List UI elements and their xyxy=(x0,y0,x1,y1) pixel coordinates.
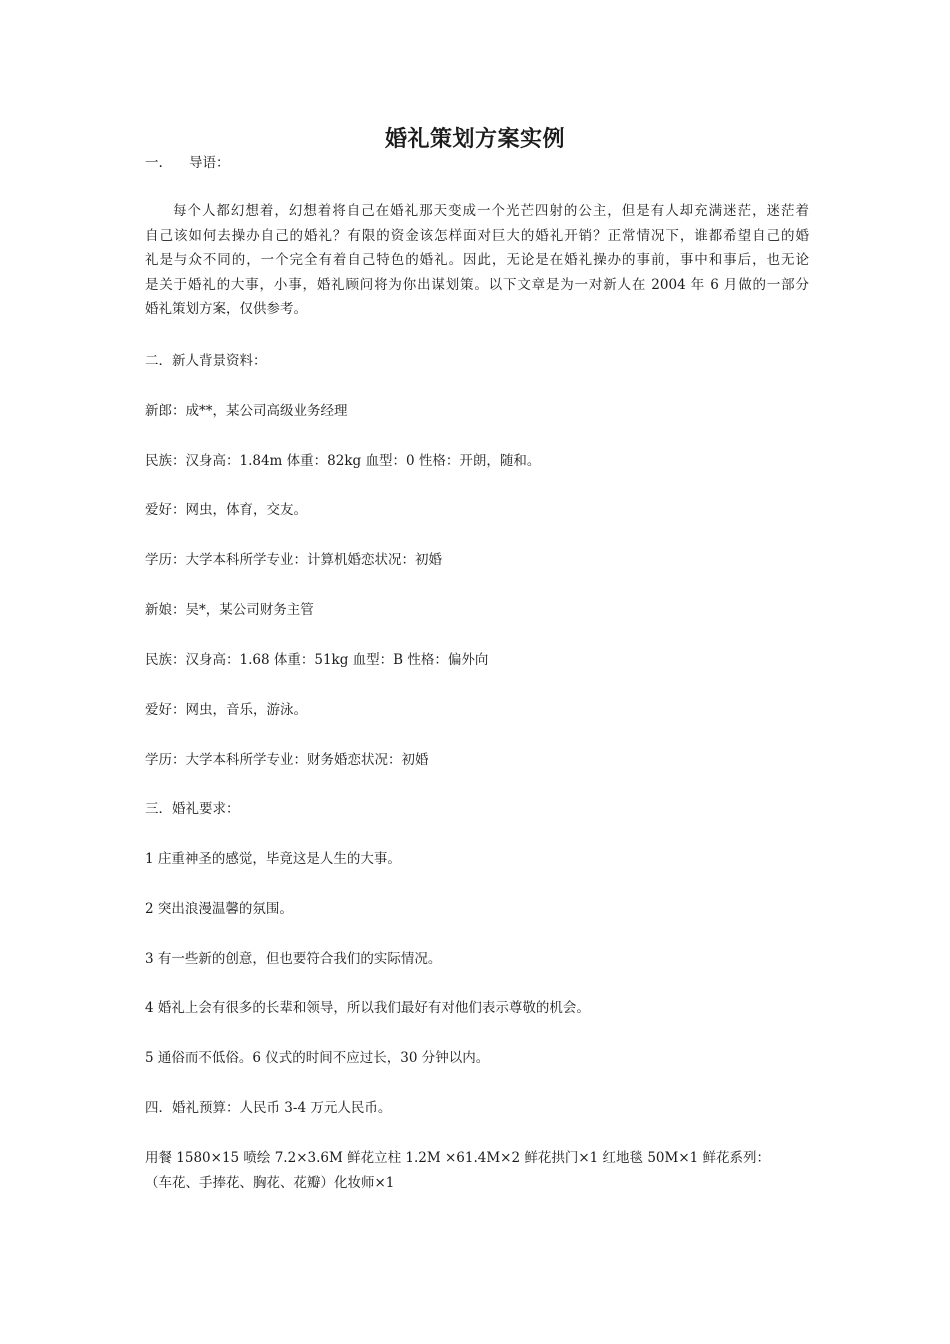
groom-education: 学历：大学本科所学专业：计算机婚恋状况：初婚 xyxy=(145,552,442,568)
intro-line: 每个人都幻想着，幻想着将自己在婚礼那天变成一个光芒四射的公主，但是有人却充满迷茫，迷茫着 xyxy=(173,203,809,219)
requirement-item: 2 突出浪漫温馨的氛围。 xyxy=(145,901,293,917)
requirement-item: 3 有一些新的创意，但也要符合我们的实际情况。 xyxy=(145,951,442,967)
budget-line: 用餐 1580×15 喷绘 7.2×3.6M 鲜花立柱 1.2M ×61.4M×2 鲜花拱门×1 红地毯 50M×1 鲜花系列： xyxy=(145,1150,771,1166)
bride-stats: 民族：汉身高：1.68 体重：51kg 血型：B 性格：偏外向 xyxy=(145,652,489,668)
bride-name: 新娘：吴*，某公司财务主管 xyxy=(145,602,314,618)
intro-line: 是关于婚礼的大事，小事，婚礼顾问将为你出谋划策。以下文章是为一对新人在 2004 年 6 月做的一部分 xyxy=(145,276,809,293)
intro-paragraph xyxy=(145,199,809,322)
intro-line: 婚礼策划方案，仅供参考。 xyxy=(145,301,307,317)
bride-education: 学历：大学本科所学专业：财务婚恋状况：初婚 xyxy=(145,752,429,768)
requirement-item: 4 婚礼上会有很多的长辈和领导，所以我们最好有对他们表示尊敬的机会。 xyxy=(145,1000,590,1016)
requirement-item: 1 庄重神圣的感觉，毕竟这是人生的大事。 xyxy=(145,851,401,867)
groom-stats: 民族：汉身高：1.84m 体重：82kg 血型：0 性格：开朗，随和。 xyxy=(145,453,541,469)
section-label: 导语： xyxy=(189,155,230,171)
section-number: 一. xyxy=(145,155,163,171)
bride-hobbies: 爱好：网虫，音乐，游泳。 xyxy=(145,702,307,718)
groom-hobbies: 爱好：网虫，体育，交友。 xyxy=(145,502,307,518)
intro-line: 自己该如何去操办自己的婚礼？有限的资金该怎样面对巨大的婚礼开销？正常情况下，谁都希望自己的婚 xyxy=(145,227,809,244)
section-heading-intro xyxy=(145,151,230,175)
section-heading-background: 二．新人背景资料： xyxy=(145,353,267,369)
document-title: 婚礼策划方案实例 xyxy=(384,127,565,152)
requirement-item: 5 通俗而不低俗。6 仪式的时间不应过长，30 分钟以内。 xyxy=(145,1050,490,1066)
intro-line: 礼是与众不同的，一个完全有着自己特色的婚礼。因此，无论是在婚礼操办的事前，事中和事后，也无论 xyxy=(145,252,809,268)
section-heading-requirements: 三．婚礼要求： xyxy=(145,801,240,817)
budget-paragraph xyxy=(145,1146,809,1195)
budget-line: （车花、手捧花、胸花、花瓣）化妆师×1 xyxy=(145,1174,395,1191)
groom-name: 新郎：成**，某公司高级业务经理 xyxy=(145,403,348,419)
section-heading-budget: 四．婚礼预算：人民币 3-4 万元人民币。 xyxy=(145,1100,392,1116)
